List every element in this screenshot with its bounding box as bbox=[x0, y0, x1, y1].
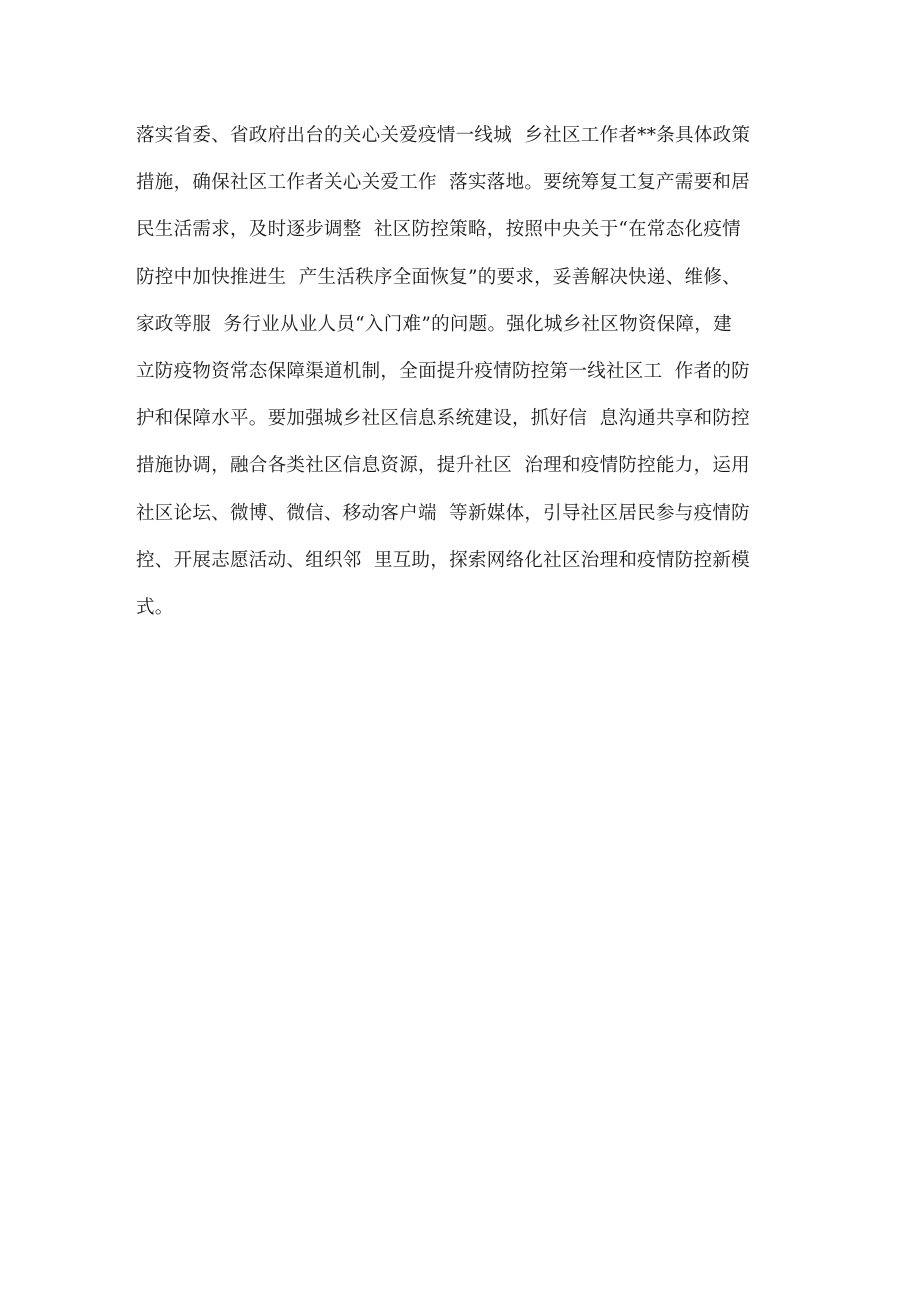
paragraph-line-3: 民生活需求，及时逐步调整 社区防控策略，按照中央关于“在常态化疫情 bbox=[136, 219, 741, 241]
body-paragraph bbox=[136, 112, 796, 631]
paragraph-line-4: 防控中加快推进生 产生活秩序全面恢复”的要求，妥善解决快递、维修、 bbox=[136, 266, 741, 288]
paragraph-line-7: 护和保障水平。要加强城乡社区信息系统建设，抓好信 息沟通共享和防控 bbox=[136, 408, 750, 430]
paragraph-line-9: 社区论坛、微博、微信、移动客户端 等新媒体，引导社区居民参与疫情防 bbox=[136, 502, 750, 524]
paragraph-line-8: 措施协调，融合各类社区信息资源，提升社区 治理和疫情防控能力，运用 bbox=[136, 455, 750, 477]
paragraph-line-6: 立防疫物资常态保障渠道机制，全面提升疫情防控第一线社区工 作者的防 bbox=[136, 360, 750, 382]
paragraph-line-10: 控、开展志愿活动、组织邻 里互助，探索网络化社区治理和疫情防控新模 bbox=[136, 549, 750, 571]
paragraph-line-5: 家政等服 务行业从业人员“入门难”的问题。强化城乡社区物资保障，建 bbox=[136, 313, 732, 335]
paragraph-line-2: 措施，确保社区工作者关心关爱工作 落实落地。要统筹复工复产需要和居 bbox=[136, 172, 750, 194]
paragraph-line-1: 落实省委、省政府出台的关心关爱疫情一线城 乡社区工作者**条具体政策 bbox=[136, 125, 751, 146]
paragraph-line-11: 式。 bbox=[136, 596, 174, 618]
